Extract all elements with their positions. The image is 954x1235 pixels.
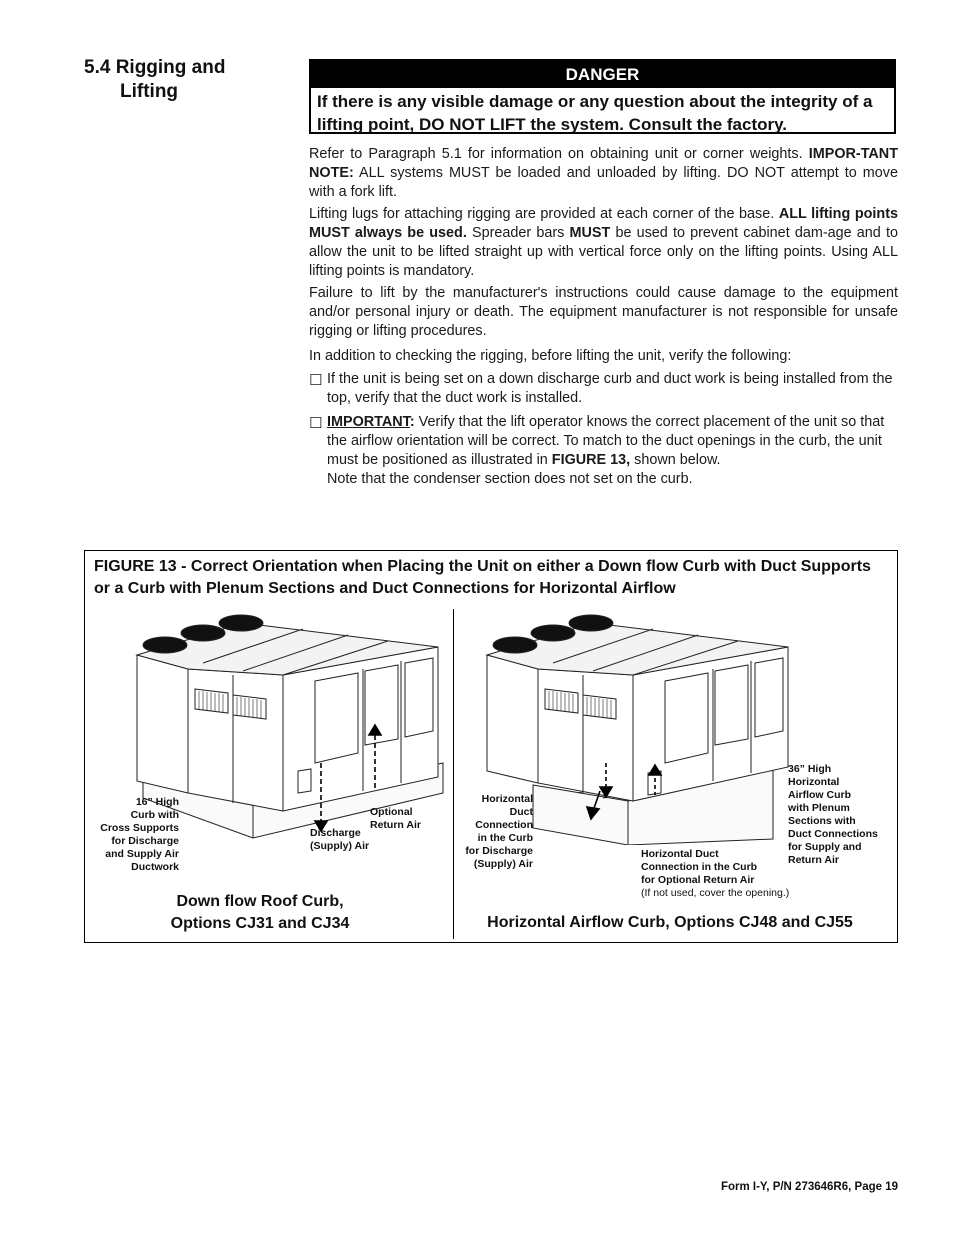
label-optional-return: [370, 806, 450, 832]
danger-text: If there is any visible damage or any question about the integrity of a lifting point, DO NOT LIFT the system. Consult the factory.: [317, 92, 873, 134]
left-figure-caption: [125, 891, 395, 935]
label-note: (If not used, cover the opening.): [641, 887, 790, 899]
label-line: Connection: [475, 819, 533, 831]
figure-13: [84, 550, 898, 943]
label-horizontal-return: [641, 848, 801, 900]
section-title-line1: 5.4 Rigging and: [84, 57, 226, 78]
label-line: in the Curb: [477, 832, 533, 844]
p2-bold-b: ALL lifting points MUST always be used.: [309, 206, 898, 241]
label-line: Connection in the Curb: [641, 861, 758, 873]
check-item-text: Verify that the lift operator knows the correct placement of the unit so that the airflow orientation will be correct. To match to the duct openings in the curb, the unit must be positioned as illustrated in: [327, 414, 885, 468]
label-horizontal-discharge: [457, 793, 533, 871]
label-16-high-curb: [93, 796, 179, 874]
label-line: 36” High: [788, 763, 832, 775]
checkbox-icon: ☐: [309, 415, 323, 432]
label-line: (Supply) Air: [310, 840, 370, 852]
label-line: Horizontal: [788, 776, 840, 788]
label-line: 16” High: [135, 796, 179, 808]
right-figure-caption: Horizontal Airflow Curb, Options CJ48 and CJ55: [487, 914, 853, 931]
caption-line: Options CJ31 and CJ34: [170, 915, 350, 932]
p1-text-c: ALL systems MUST be loaded and unloaded by lifting. DO NOT attempt to move with a fork lift.: [309, 165, 898, 200]
check-item-text: If the unit is being set on a down discharge curb and duct work is being installed from the top, verify that the duct work is installed.: [327, 371, 893, 406]
p2-text-a: Lifting lugs for attaching rigging are provided at each corner of the base.: [309, 206, 779, 222]
label-line: Sections with: [788, 815, 856, 827]
label-line: Horizontal: [481, 793, 533, 805]
body-text: [309, 145, 898, 494]
label-line: Curb with: [130, 809, 179, 821]
label-line: for Discharge: [465, 845, 533, 857]
label-line: Airflow Curb: [788, 789, 851, 801]
label-line: Discharge: [310, 827, 361, 839]
check-item-text: shown below.: [630, 452, 721, 468]
label-line: Optional: [370, 806, 413, 818]
label-line: Duct Connections: [788, 828, 878, 840]
p2-text-e: be used to prevent cabinet dam-age and to allow the unit to be lifted straight up with vertical force only on the lifting points. Using ALL lifting points is mandatory.: [309, 225, 898, 279]
label-line: for Supply and: [788, 841, 862, 853]
paragraph-failure: Failure to lift by the manufacturer's instructions could cause damage to the equipment and/or personal injury or death. The equipment manufacturer is not responsible for unsafe rigging or lifting procedures.: [309, 285, 898, 339]
label-36-high-curb: [788, 763, 888, 867]
p1-important-note: IMPOR-TANT NOTE:: [309, 146, 898, 181]
label-line: for Discharge: [111, 835, 179, 847]
label-line: (Supply) Air: [473, 858, 533, 870]
check-item-note: Note that the condenser section does not set on the curb.: [327, 471, 693, 487]
check-item-duct-work: [309, 370, 898, 408]
checkbox-icon: ☐: [309, 372, 323, 389]
section-title: [84, 56, 284, 104]
check-item-important: [309, 413, 898, 489]
caption-line: Down flow Roof Curb,: [176, 893, 344, 910]
label-line: Duct: [509, 806, 533, 818]
p2-text-c: Spreader bars: [466, 225, 570, 241]
paragraph-weights: [309, 145, 898, 202]
label-line: Ductwork: [131, 861, 179, 873]
page-footer: Form I-Y, P/N 273646R6, Page 19: [720, 1181, 898, 1193]
label-line: and Supply Air: [105, 848, 179, 860]
label-line: for Optional Return Air: [641, 874, 755, 886]
label-line: Cross Supports: [100, 822, 179, 834]
section-title-line2: Lifting: [120, 81, 179, 102]
label-line: Return Air: [370, 819, 421, 831]
paragraph-verify: In addition to checking the rigging, before lifting the unit, verify the following:: [309, 348, 792, 364]
label-line: with Plenum: [788, 802, 850, 814]
paragraph-lifting-lugs: [309, 205, 898, 281]
figure-reference: FIGURE 13,: [551, 452, 631, 468]
p1-text-a: Refer to Paragraph 5.1 for information on obtaining unit or corner weights.: [309, 146, 809, 162]
danger-header: DANGER: [311, 61, 894, 88]
label-line: Return Air: [788, 854, 839, 866]
label-line: Horizontal Duct: [641, 848, 719, 860]
danger-box: [309, 59, 896, 134]
important-label: IMPORTANT: [327, 414, 410, 430]
important-colon: :: [409, 414, 415, 430]
figure-divider: [453, 609, 454, 939]
figure-caption: FIGURE 13 - Correct Orientation when Placing the Unit on either a Down flow Curb with Duct Supports or a Curb with Plenum Sections and Duct Connections for Horizontal Airflow: [94, 558, 871, 597]
p2-bold-d: MUST: [569, 225, 611, 241]
